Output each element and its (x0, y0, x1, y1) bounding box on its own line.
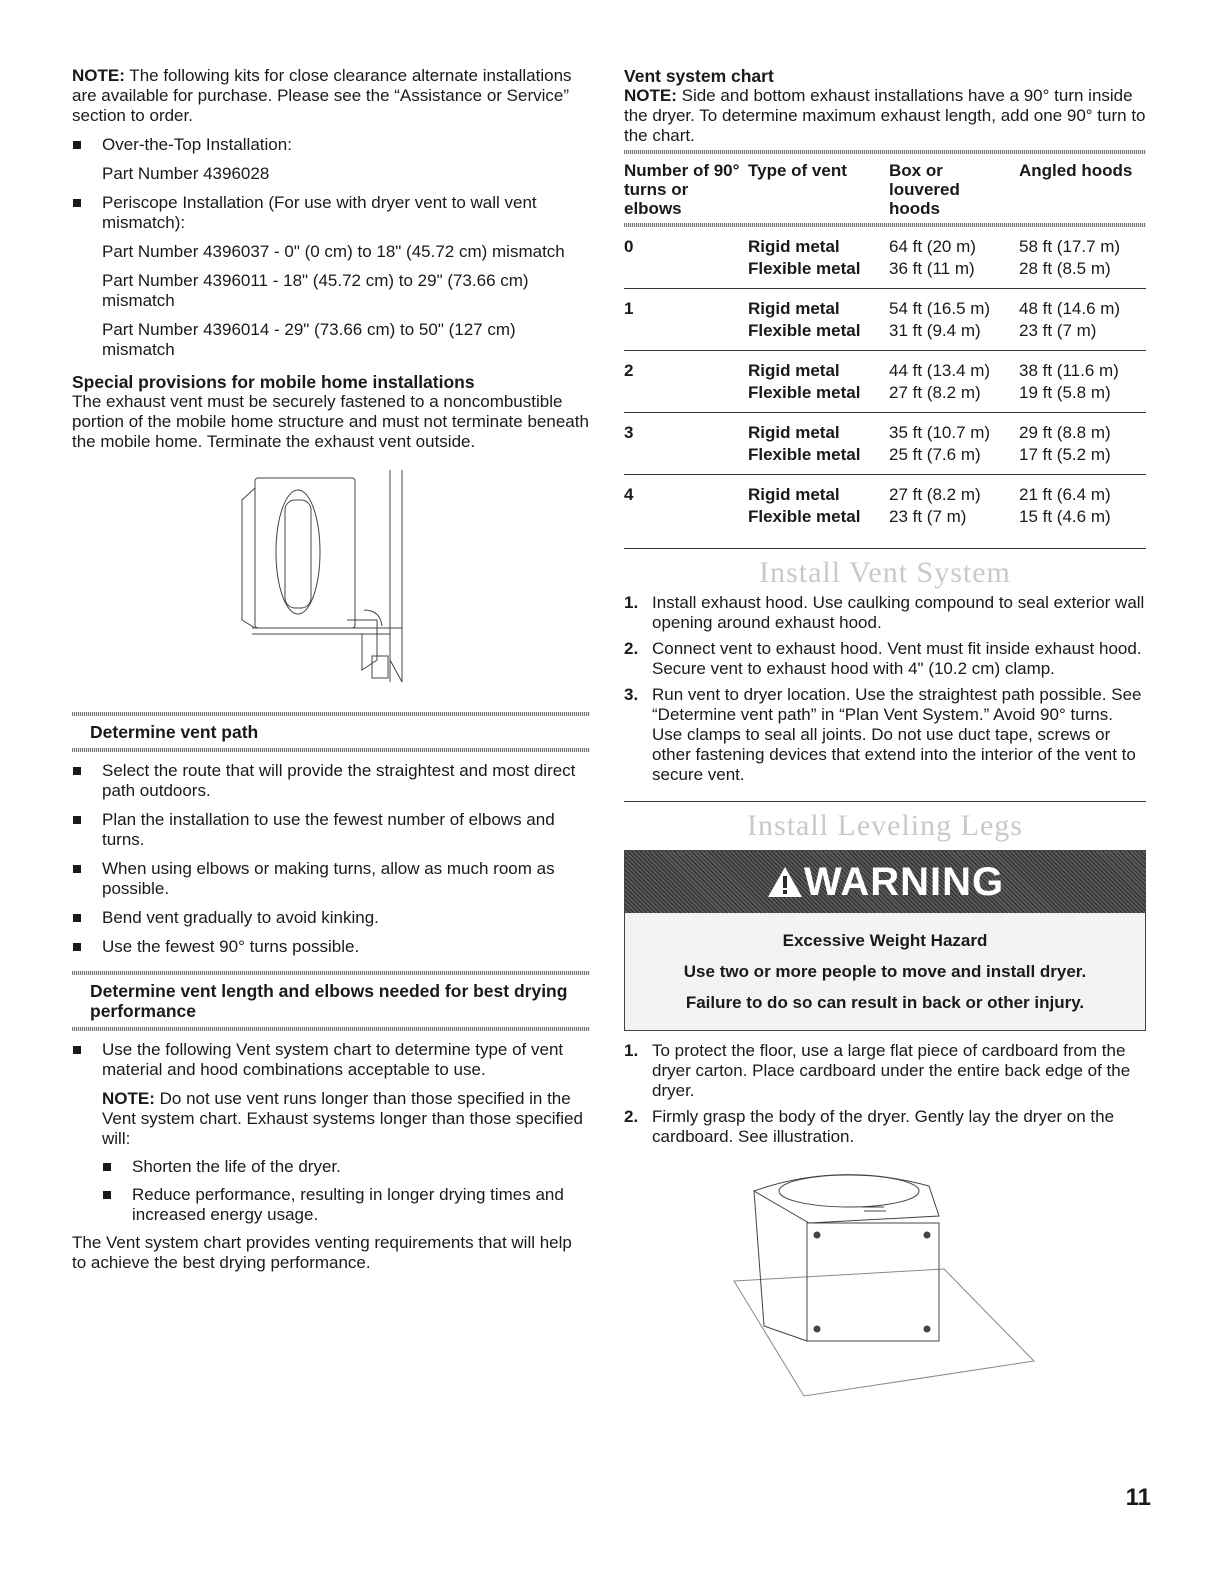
turns-cell: 3 (624, 423, 634, 442)
table-row (624, 256, 1146, 289)
list-item: Plan the installation to use the fewest number of elbows and turns. (72, 810, 590, 850)
kits-note: NOTE: The following kits for close clearance alternate installations are available for purchase. Please see the “Assistance or Service” section to order. (72, 66, 572, 125)
box-hood-cell: 44 ft (13.4 m) (889, 361, 991, 380)
warning-title: WARNING (803, 860, 1005, 904)
left-column (72, 66, 590, 1273)
angled-hood-cell: 15 ft (4.6 m) (1019, 507, 1111, 526)
vent-type-cell: Rigid metal (748, 485, 840, 504)
dryer-mobile-home-illustration (72, 460, 590, 700)
warning-header (625, 851, 1145, 913)
list-item: Use the fewest 90° turns possible. (72, 937, 590, 957)
vent-path-heading: Determine vent path (90, 722, 259, 742)
angled-hood-cell: 17 ft (5.2 m) (1019, 442, 1146, 475)
part-number: Part Number 4396037 - 0" (0 cm) to 18" (45.72 cm) mismatch (102, 242, 565, 261)
divider (624, 801, 1146, 802)
dryer-on-cardboard-illustration (624, 1151, 1146, 1401)
warning-instruction: Use two or more people to move and install dryer. (683, 962, 1087, 981)
table-row (624, 504, 1146, 526)
box-hood-cell: 27 ft (8.2 m) (889, 380, 1019, 413)
vent-type-cell: Flexible metal (748, 318, 889, 351)
vent-length-heading: Determine vent length and elbows needed for best drying performance (90, 981, 568, 1021)
vent-system-table (624, 158, 1146, 526)
table-header: Number of 90° turns or elbows (624, 161, 740, 218)
divider (72, 748, 590, 752)
list-item: 3. Run vent to dryer location. Use the straightest path possible. See “Determine vent path” in “Plan Vent System.” Avoid 90° turns. Use clamps to seal all joints. Do not use duct tape, screws or other fastening devices that extend into the interior of the vent to secure vent. (624, 685, 1142, 784)
angled-hood-cell: 48 ft (14.6 m) (1019, 299, 1121, 318)
table-header-row (624, 158, 1146, 223)
table-row (624, 351, 1146, 381)
mobile-home-heading: Special provisions for mobile home installations (72, 372, 475, 392)
warning-triangle-icon (766, 865, 804, 899)
box-hood-cell: 36 ft (11 m) (889, 256, 1019, 289)
right-column (624, 66, 1146, 1401)
table-row (624, 413, 1146, 443)
table-row (624, 289, 1146, 319)
list-item: 1. To protect the floor, use a large flat piece of cardboard from the dryer carton. Place cardboard under the entire back edge of the dryer. (624, 1041, 1131, 1100)
angled-hood-cell: 19 ft (5.8 m) (1019, 380, 1146, 413)
vent-type-cell: Flexible metal (748, 256, 889, 289)
vent-type-cell: Flexible metal (748, 442, 889, 475)
turns-cell: 0 (624, 237, 634, 256)
list-item: 2. Connect vent to exhaust hood. Vent must fit inside exhaust hood. Secure vent to exhaust hood with 4" (10.2 cm) clamp. (624, 639, 1142, 678)
box-hood-cell: 31 ft (9.4 m) (889, 318, 1019, 351)
kit-item-over-the-top: Over-the-Top Installation: (72, 135, 590, 155)
leveling-legs-title: Install Leveling Legs (747, 809, 1023, 842)
angled-hood-cell: 28 ft (8.5 m) (1019, 256, 1146, 289)
part-number: Part Number 4396011 - 18" (45.72 cm) to 29" (73.66 cm) mismatch (102, 271, 529, 310)
table-row (624, 442, 1146, 475)
vent-length-note: NOTE: Do not use vent runs longer than those specified in the Vent system chart. Exhaust systems longer than those specified will: (102, 1089, 583, 1148)
box-hood-cell: 23 ft (7 m) (889, 507, 967, 526)
mobile-home-text: The exhaust vent must be securely fastened to a noncombustible portion of the mobile home structure and must not terminate beneath the mobile home. Terminate the exhaust vent outside. (72, 392, 589, 451)
divider (72, 712, 590, 716)
vent-chart-note: NOTE: Side and bottom exhaust installations have a 90° turn inside the dryer. To determine maximum exhaust length, add one 90° turn to the chart. (624, 86, 1146, 145)
angled-hood-cell: 29 ft (8.8 m) (1019, 423, 1111, 442)
warning-consequence: Failure to do so can result in back or other injury. (685, 993, 1085, 1012)
divider (624, 150, 1146, 154)
table-row (624, 227, 1146, 256)
vent-type-cell: Flexible metal (748, 507, 861, 526)
part-number: Part Number 4396028 (102, 164, 270, 183)
list-item: When using elbows or making turns, allow as much room as possible. (72, 859, 590, 899)
angled-hood-cell: 58 ft (17.7 m) (1019, 237, 1121, 256)
angled-hood-cell: 21 ft (6.4 m) (1019, 485, 1111, 504)
turns-cell: 2 (624, 361, 634, 380)
table-row (624, 475, 1146, 505)
vent-type-cell: Rigid metal (748, 423, 840, 442)
list-item: Use the following Vent system chart to determine type of vent material and hood combinations acceptable to use. (72, 1040, 590, 1080)
warning-box (624, 850, 1146, 1031)
list-item: 1. Install exhaust hood. Use caulking compound to seal exterior wall opening around exhaust hood. (624, 593, 1145, 632)
vent-type-cell: Rigid metal (748, 299, 840, 318)
divider (72, 971, 590, 975)
table-header: Type of vent (748, 161, 847, 180)
box-hood-cell: 54 ft (16.5 m) (889, 299, 991, 318)
list-item: Bend vent gradually to avoid kinking. (72, 908, 590, 928)
angled-hood-cell: 23 ft (7 m) (1019, 318, 1146, 351)
vent-type-cell: Flexible metal (748, 380, 889, 413)
vent-type-cell: Rigid metal (748, 237, 840, 256)
warning-hazard: Excessive Weight Hazard (782, 931, 988, 950)
box-hood-cell: 25 ft (7.6 m) (889, 442, 1019, 475)
part-number: Part Number 4396014 - 29" (73.66 cm) to 50" (127 cm) mismatch (102, 320, 516, 359)
list-item: Shorten the life of the dryer. (72, 1157, 590, 1177)
page-number: 11 (1125, 1484, 1151, 1511)
turns-cell: 4 (624, 485, 634, 504)
turns-cell: 1 (624, 299, 634, 318)
list-item: 2. Firmly grasp the body of the dryer. Gently lay the dryer on the cardboard. See illustration. (624, 1107, 1115, 1146)
angled-hood-cell: 38 ft (11.6 m) (1019, 361, 1119, 380)
closing-text: The Vent system chart provides venting requirements that will help to achieve the best drying performance. (72, 1233, 572, 1272)
box-hood-cell: 35 ft (10.7 m) (889, 423, 991, 442)
box-hood-cell: 64 ft (20 m) (889, 237, 976, 256)
warning-body (625, 913, 1145, 1030)
vent-type-cell: Rigid metal (748, 361, 840, 380)
table-row (624, 380, 1146, 413)
box-hood-cell: 27 ft (8.2 m) (889, 485, 981, 504)
kit-item-periscope: Periscope Installation (For use with dryer vent to wall vent mismatch): (72, 193, 590, 233)
install-vent-title: Install Vent System (759, 556, 1011, 589)
list-item: Reduce performance, resulting in longer drying times and increased energy usage. (72, 1185, 590, 1225)
table-row (624, 318, 1146, 351)
table-header: Box or louvered hoods (889, 161, 960, 218)
vent-chart-heading: Vent system chart (624, 66, 774, 86)
divider (624, 548, 1146, 549)
list-item: Select the route that will provide the straightest and most direct path outdoors. (72, 761, 590, 801)
divider (72, 1027, 590, 1031)
table-header: Angled hoods (1019, 161, 1133, 180)
